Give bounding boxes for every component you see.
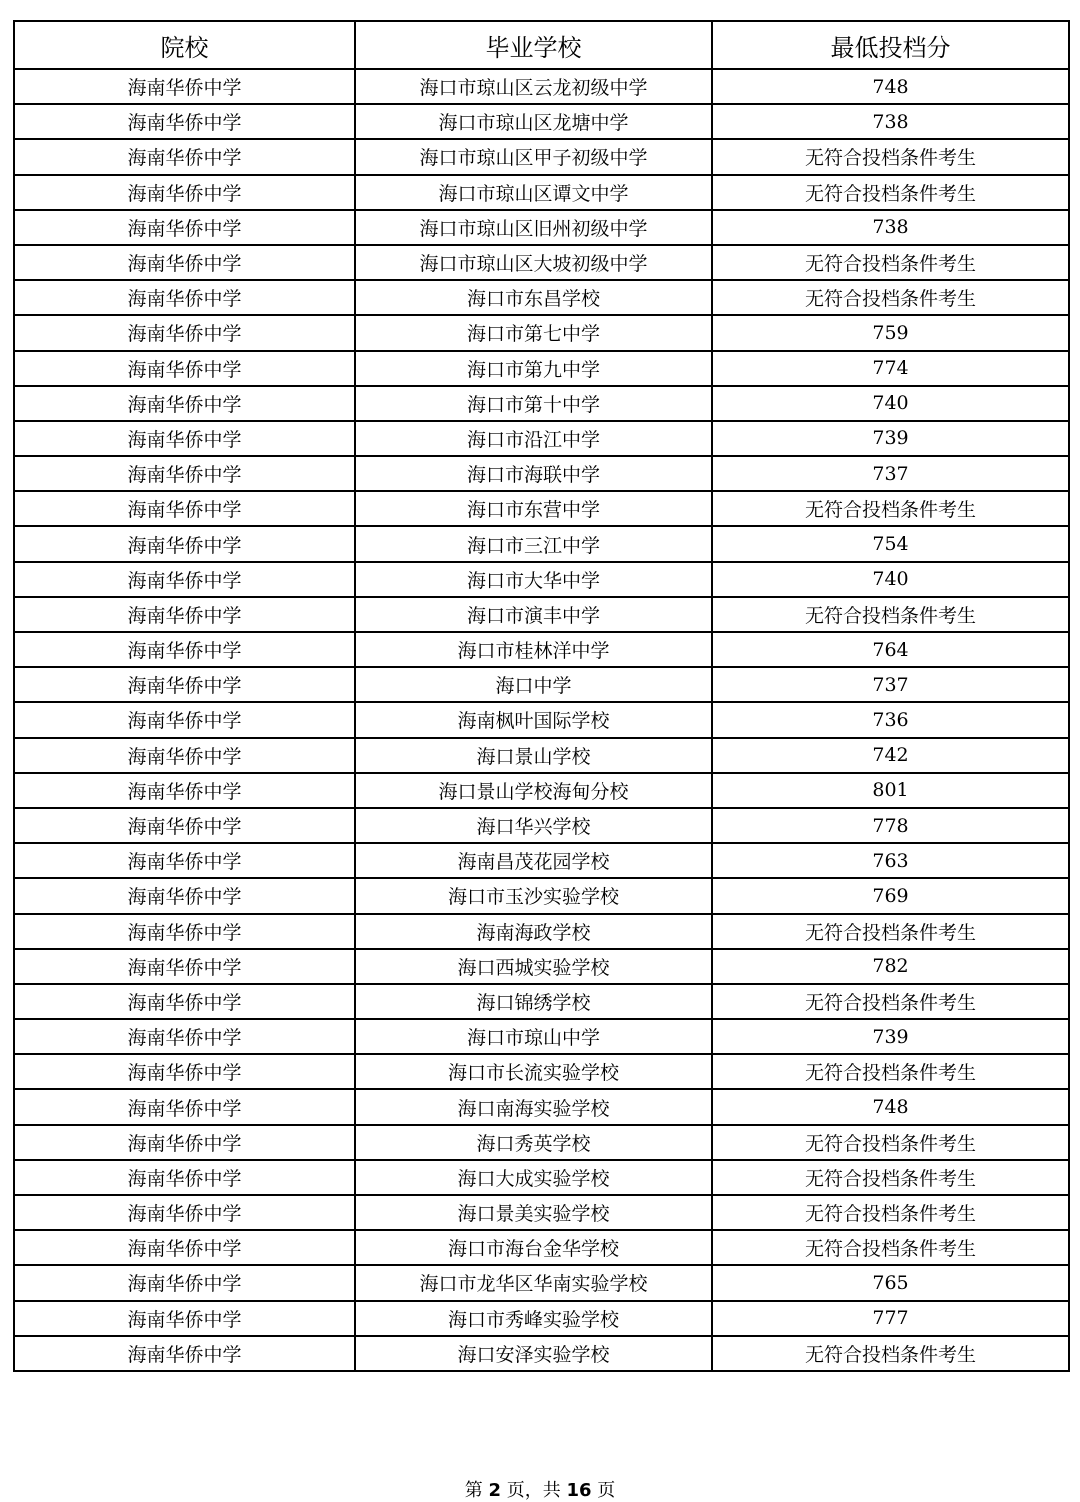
cell-graduate-school: 海口西城实验学校 <box>355 949 712 984</box>
table-row <box>14 210 1069 245</box>
cell-graduate-school: 海口市长流实验学校 <box>355 1054 712 1089</box>
cell-graduate-school: 海口秀英学校 <box>355 1125 712 1160</box>
table-row <box>14 914 1069 949</box>
cell-min-score: 无符合投档条件考生 <box>712 914 1069 949</box>
cell-min-score: 740 <box>712 562 1069 597</box>
cell-graduate-school: 海口市第十中学 <box>355 386 712 421</box>
cell-school: 海南华侨中学 <box>14 351 355 386</box>
cell-school: 海南华侨中学 <box>14 1125 355 1160</box>
cell-school: 海南华侨中学 <box>14 1160 355 1195</box>
cell-min-score: 782 <box>712 949 1069 984</box>
table-row <box>14 139 1069 174</box>
cell-min-score: 无符合投档条件考生 <box>712 1054 1069 1089</box>
cell-school: 海南华侨中学 <box>14 773 355 808</box>
table-row <box>14 738 1069 773</box>
cell-graduate-school: 海南枫叶国际学校 <box>355 702 712 737</box>
table-row <box>14 1195 1069 1230</box>
cell-school: 海南华侨中学 <box>14 280 355 315</box>
cell-min-score: 736 <box>712 702 1069 737</box>
cell-graduate-school: 海口安泽实验学校 <box>355 1336 712 1371</box>
cell-min-score: 739 <box>712 1019 1069 1054</box>
table-body <box>14 69 1069 1371</box>
page-footer <box>0 1476 1080 1502</box>
cell-graduate-school: 海口中学 <box>355 667 712 702</box>
cell-graduate-school: 海口市桂林洋中学 <box>355 632 712 667</box>
table-row <box>14 597 1069 632</box>
cell-school: 海南华侨中学 <box>14 421 355 456</box>
cell-school: 海南华侨中学 <box>14 738 355 773</box>
cell-school: 海南华侨中学 <box>14 1301 355 1336</box>
cell-school: 海南华侨中学 <box>14 175 355 210</box>
cell-min-score: 759 <box>712 315 1069 350</box>
cell-school: 海南华侨中学 <box>14 1195 355 1230</box>
cell-min-score: 无符合投档条件考生 <box>712 1230 1069 1265</box>
cell-graduate-school: 海口市海联中学 <box>355 456 712 491</box>
cell-min-score: 无符合投档条件考生 <box>712 491 1069 526</box>
cell-school: 海南华侨中学 <box>14 245 355 280</box>
cell-school: 海南华侨中学 <box>14 808 355 843</box>
table-row <box>14 1230 1069 1265</box>
header-graduate-school: 毕业学校 <box>355 21 712 69</box>
admission-score-table <box>13 20 1070 1372</box>
cell-min-score: 763 <box>712 843 1069 878</box>
cell-graduate-school: 海口市琼山区甲子初级中学 <box>355 139 712 174</box>
table-header-row <box>14 21 1069 69</box>
cell-graduate-school: 海口市琼山区云龙初级中学 <box>355 69 712 104</box>
cell-school: 海南华侨中学 <box>14 562 355 597</box>
cell-min-score: 738 <box>712 210 1069 245</box>
table-row <box>14 104 1069 139</box>
cell-min-score: 无符合投档条件考生 <box>712 1125 1069 1160</box>
table-row <box>14 1019 1069 1054</box>
cell-school: 海南华侨中学 <box>14 315 355 350</box>
cell-graduate-school: 海口市秀峰实验学校 <box>355 1301 712 1336</box>
footer-page-number: 2 <box>488 1480 501 1501</box>
table-row <box>14 1336 1069 1371</box>
cell-graduate-school: 海口市琼山中学 <box>355 1019 712 1054</box>
cell-min-score: 742 <box>712 738 1069 773</box>
table-row <box>14 245 1069 280</box>
table-row <box>14 1089 1069 1124</box>
cell-min-score: 无符合投档条件考生 <box>712 175 1069 210</box>
cell-min-score: 737 <box>712 667 1069 702</box>
cell-graduate-school: 海口市东昌学校 <box>355 280 712 315</box>
table-row <box>14 984 1069 1019</box>
table-row <box>14 773 1069 808</box>
table-row <box>14 351 1069 386</box>
table-row <box>14 456 1069 491</box>
table-row <box>14 491 1069 526</box>
cell-graduate-school: 海口市沿江中学 <box>355 421 712 456</box>
cell-min-score: 778 <box>712 808 1069 843</box>
cell-school: 海南华侨中学 <box>14 914 355 949</box>
table-row <box>14 632 1069 667</box>
cell-graduate-school: 海口市演丰中学 <box>355 597 712 632</box>
cell-graduate-school: 海口大成实验学校 <box>355 1160 712 1195</box>
header-min-score: 最低投档分 <box>712 21 1069 69</box>
table-row <box>14 1160 1069 1195</box>
table-row <box>14 1265 1069 1300</box>
table-row <box>14 1054 1069 1089</box>
header-school: 院校 <box>14 21 355 69</box>
cell-min-score: 748 <box>712 69 1069 104</box>
cell-school: 海南华侨中学 <box>14 1336 355 1371</box>
table-row <box>14 562 1069 597</box>
cell-school: 海南华侨中学 <box>14 526 355 561</box>
table-row <box>14 878 1069 913</box>
cell-graduate-school: 海口市海台金华学校 <box>355 1230 712 1265</box>
cell-school: 海南华侨中学 <box>14 104 355 139</box>
footer-suffix: 页 <box>597 1480 616 1501</box>
table-row <box>14 843 1069 878</box>
cell-graduate-school: 海口市三江中学 <box>355 526 712 561</box>
cell-min-score: 764 <box>712 632 1069 667</box>
cell-graduate-school: 海口锦绣学校 <box>355 984 712 1019</box>
table-row <box>14 949 1069 984</box>
cell-graduate-school: 海口市龙华区华南实验学校 <box>355 1265 712 1300</box>
cell-min-score: 777 <box>712 1301 1069 1336</box>
footer-middle: 页，共 <box>506 1480 561 1501</box>
cell-school: 海南华侨中学 <box>14 702 355 737</box>
cell-min-score: 739 <box>712 421 1069 456</box>
cell-school: 海南华侨中学 <box>14 843 355 878</box>
cell-min-score: 774 <box>712 351 1069 386</box>
cell-min-score: 无符合投档条件考生 <box>712 1195 1069 1230</box>
table-row <box>14 526 1069 561</box>
cell-school: 海南华侨中学 <box>14 491 355 526</box>
cell-min-score: 748 <box>712 1089 1069 1124</box>
cell-min-score: 无符合投档条件考生 <box>712 597 1069 632</box>
cell-graduate-school: 海口市琼山区旧州初级中学 <box>355 210 712 245</box>
cell-min-score: 801 <box>712 773 1069 808</box>
cell-graduate-school: 海口市琼山区大坡初级中学 <box>355 245 712 280</box>
cell-graduate-school: 海口市琼山区龙塘中学 <box>355 104 712 139</box>
table-row <box>14 808 1069 843</box>
cell-min-score: 无符合投档条件考生 <box>712 139 1069 174</box>
cell-min-score: 无符合投档条件考生 <box>712 1336 1069 1371</box>
cell-graduate-school: 海口市琼山区谭文中学 <box>355 175 712 210</box>
cell-graduate-school: 海南海政学校 <box>355 914 712 949</box>
cell-min-score: 738 <box>712 104 1069 139</box>
footer-total-pages: 16 <box>566 1480 592 1501</box>
cell-school: 海南华侨中学 <box>14 878 355 913</box>
cell-graduate-school: 海口景美实验学校 <box>355 1195 712 1230</box>
footer-prefix: 第 <box>464 1480 483 1501</box>
cell-min-score: 无符合投档条件考生 <box>712 245 1069 280</box>
cell-school: 海南华侨中学 <box>14 597 355 632</box>
cell-graduate-school: 海口南海实验学校 <box>355 1089 712 1124</box>
table-row <box>14 1301 1069 1336</box>
cell-school: 海南华侨中学 <box>14 386 355 421</box>
cell-graduate-school: 海南昌茂花园学校 <box>355 843 712 878</box>
cell-min-score: 无符合投档条件考生 <box>712 984 1069 1019</box>
cell-school: 海南华侨中学 <box>14 632 355 667</box>
cell-school: 海南华侨中学 <box>14 1019 355 1054</box>
cell-min-score: 754 <box>712 526 1069 561</box>
cell-school: 海南华侨中学 <box>14 1089 355 1124</box>
cell-school: 海南华侨中学 <box>14 456 355 491</box>
cell-school: 海南华侨中学 <box>14 984 355 1019</box>
cell-graduate-school: 海口华兴学校 <box>355 808 712 843</box>
cell-min-score: 737 <box>712 456 1069 491</box>
cell-school: 海南华侨中学 <box>14 69 355 104</box>
cell-school: 海南华侨中学 <box>14 949 355 984</box>
table-row <box>14 421 1069 456</box>
cell-school: 海南华侨中学 <box>14 1265 355 1300</box>
cell-graduate-school: 海口市第七中学 <box>355 315 712 350</box>
table-row <box>14 667 1069 702</box>
cell-school: 海南华侨中学 <box>14 667 355 702</box>
table-row <box>14 280 1069 315</box>
table-row <box>14 315 1069 350</box>
table-row <box>14 69 1069 104</box>
table-row <box>14 1125 1069 1160</box>
table-row <box>14 386 1069 421</box>
cell-graduate-school: 海口市玉沙实验学校 <box>355 878 712 913</box>
cell-school: 海南华侨中学 <box>14 210 355 245</box>
cell-min-score: 769 <box>712 878 1069 913</box>
cell-school: 海南华侨中学 <box>14 1054 355 1089</box>
cell-graduate-school: 海口市东营中学 <box>355 491 712 526</box>
cell-min-score: 无符合投档条件考生 <box>712 280 1069 315</box>
cell-min-score: 765 <box>712 1265 1069 1300</box>
cell-school: 海南华侨中学 <box>14 1230 355 1265</box>
cell-graduate-school: 海口景山学校海甸分校 <box>355 773 712 808</box>
table-row <box>14 175 1069 210</box>
cell-min-score: 740 <box>712 386 1069 421</box>
cell-graduate-school: 海口景山学校 <box>355 738 712 773</box>
cell-school: 海南华侨中学 <box>14 139 355 174</box>
cell-graduate-school: 海口市第九中学 <box>355 351 712 386</box>
table-row <box>14 702 1069 737</box>
cell-graduate-school: 海口市大华中学 <box>355 562 712 597</box>
cell-min-score: 无符合投档条件考生 <box>712 1160 1069 1195</box>
